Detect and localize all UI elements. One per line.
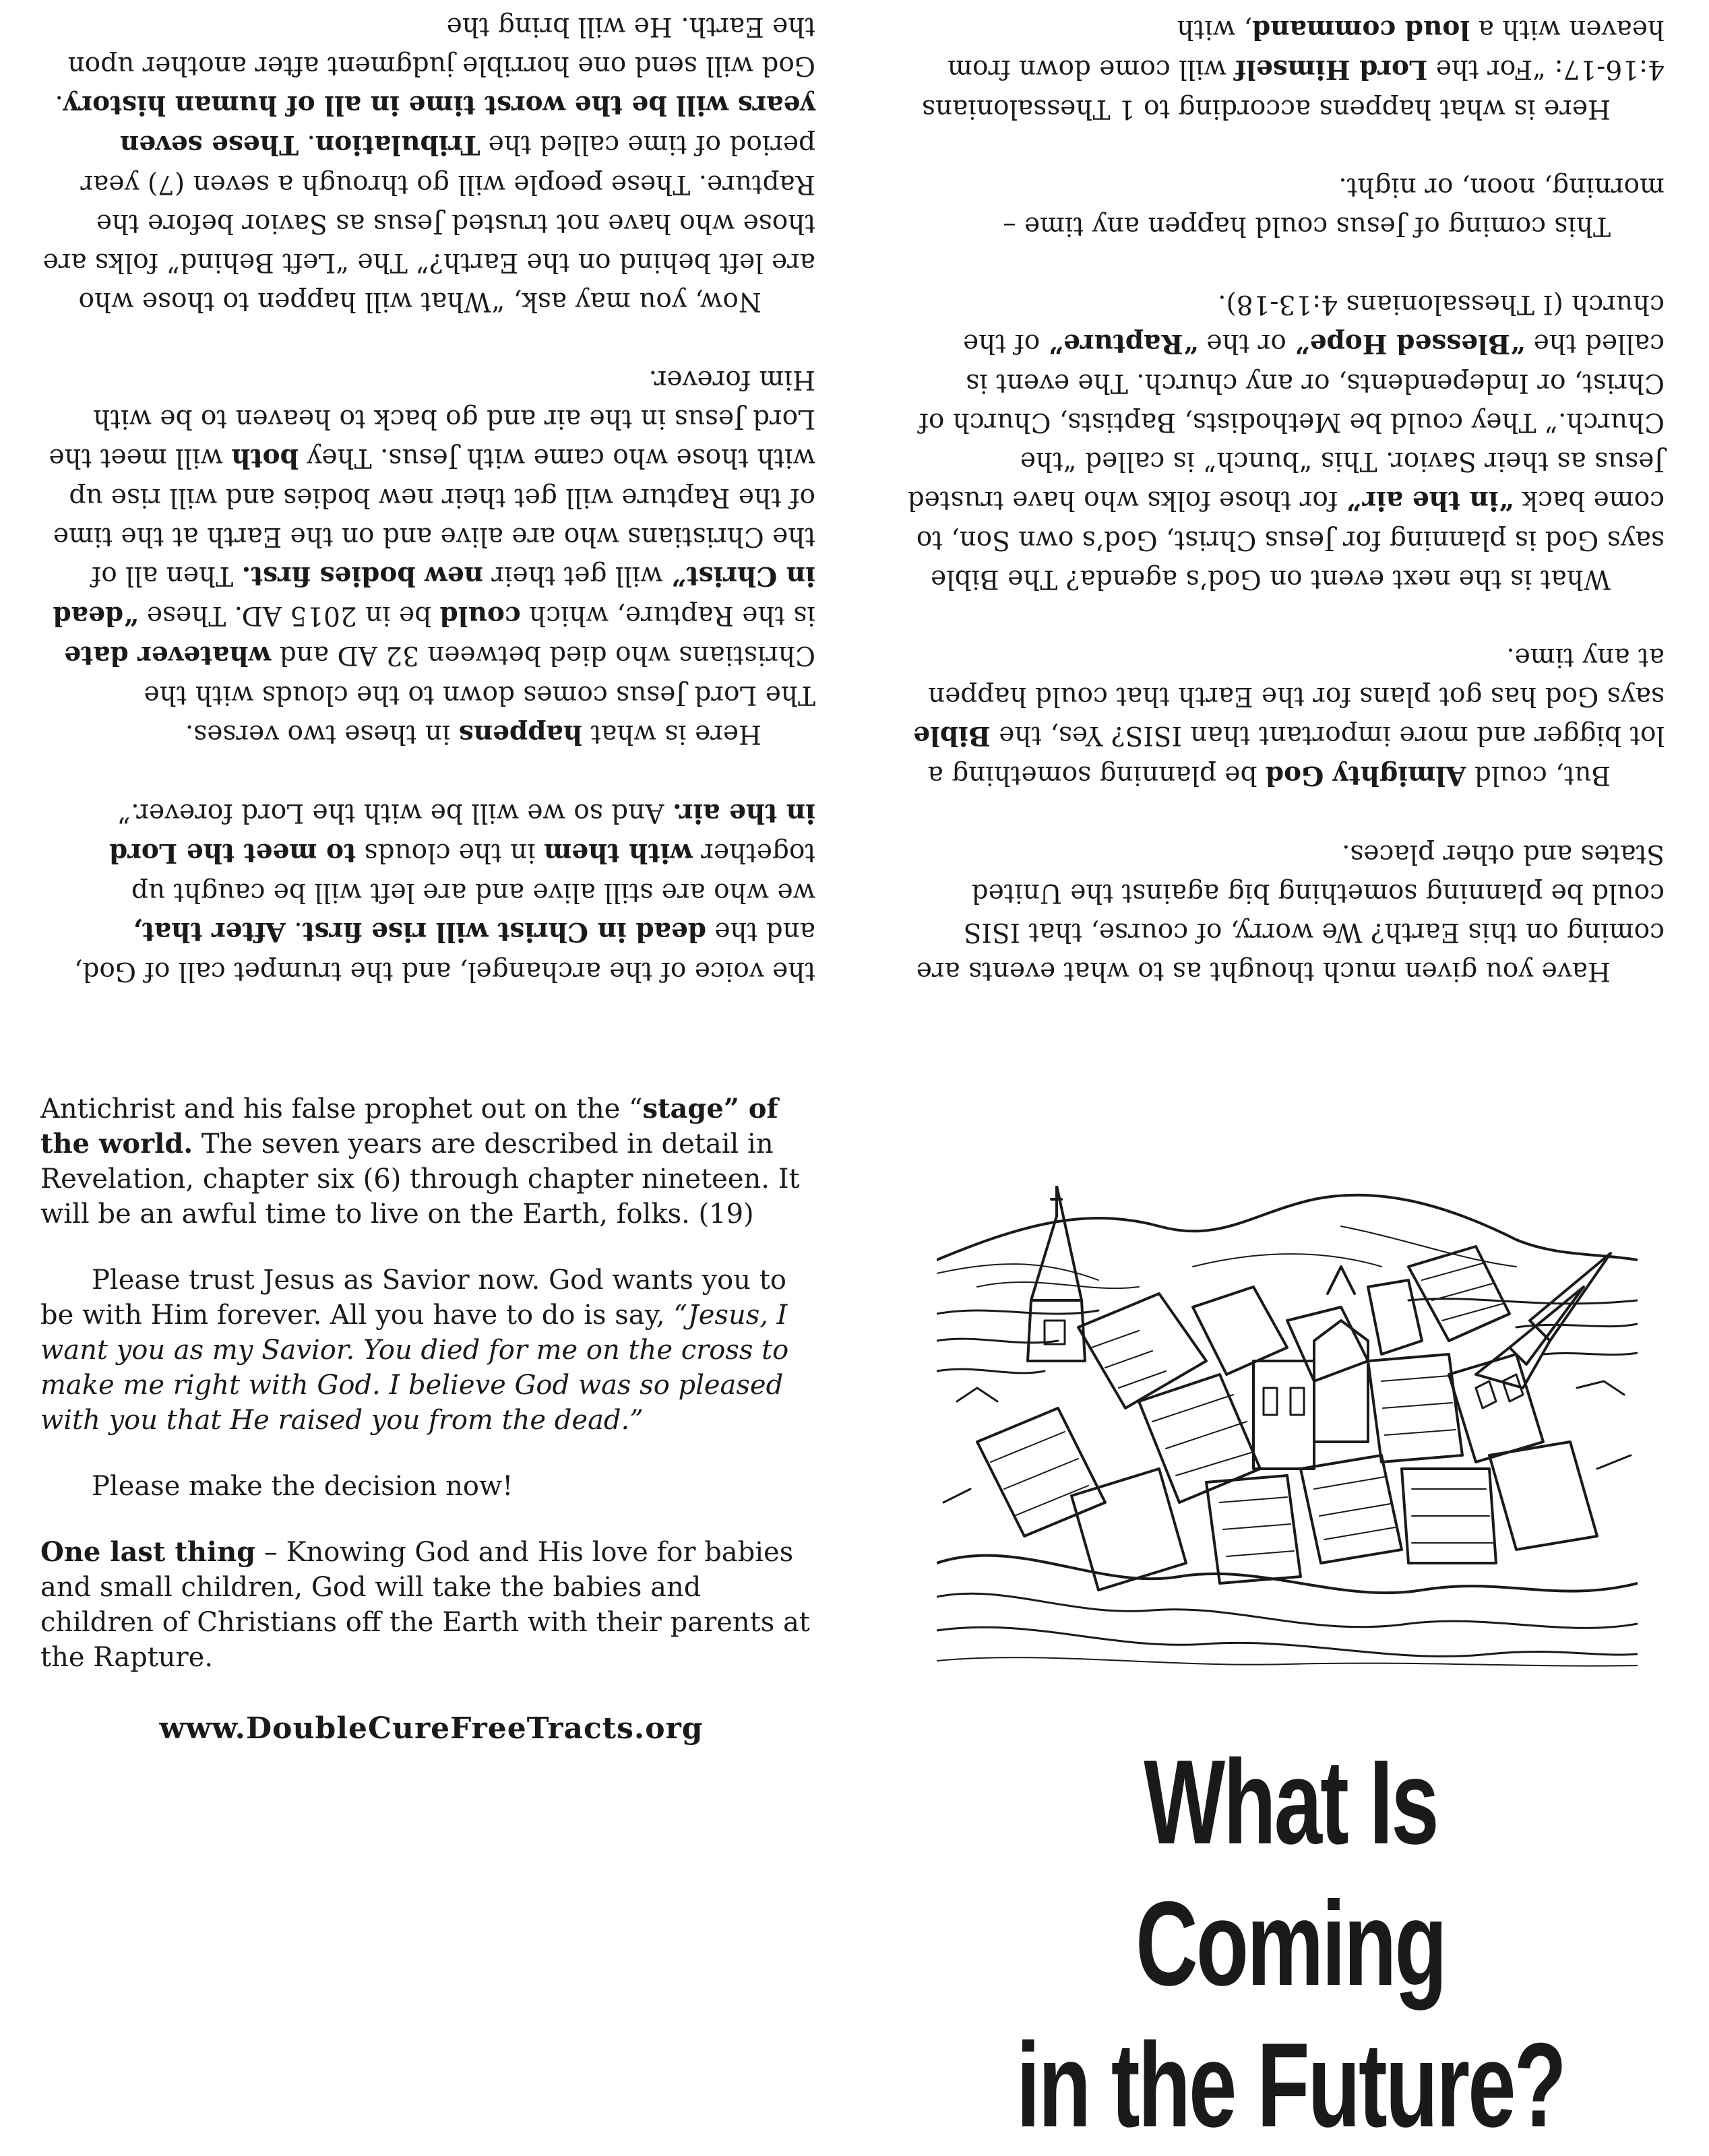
ul-verse-line-4: together with them in the clouds to meet the Lord: [109, 837, 815, 868]
ll-paragraph-3: Please make the decision now!: [92, 1471, 514, 1502]
ur-paragraph-2: But, could Almighty God be planning something a lot bigger and more important than ISIS? Yes, the Bible says God has got plans for the Earth that could happen at any time.: [913, 642, 1665, 791]
website-url[interactable]: www.DoubleCureFreeTracts.org: [159, 1711, 704, 1746]
collapsing-town-illustration: [937, 1186, 1638, 1671]
ll-paragraph-2: Please trust Jesus as Savior now. God wants you to be with Him forever. All you have to do is say, “Jesus, I want you as my Savior. You died for me on the cross to make me right with God. I believe God was so pleased with you that He raised you from the dead.”: [40, 1265, 789, 1436]
ul-verse-line-1: the voice of the archangel, and the trumpet call of God,: [74, 956, 815, 986]
upper-left-panel: [40, 11, 815, 990]
ur-paragraph-1: Have you given much thought as to what events are coming on this Earth? We worry, of course, that ISIS could be planning something big against the United States and other places.: [916, 839, 1665, 986]
upper-right-panel: [903, 14, 1665, 990]
lower-left-panel: [40, 1091, 822, 1765]
ul-paragraph-3: The Lord Jesus comes down to the clouds with the Christians who died between 32 AD and whatever date is the Rapture, which could be in 2015 AD. These “dead in Christ” will get their new bodies first. Then all of the Christians who are alive and on the Earth at the time of the Rapture will get their new bodies and will rise up with those who came with Jesus. They both will meet the Lord Jesus in the air and go back to heaven to be with Him forever.: [49, 364, 815, 710]
ul-paragraph-2: Here is what happens in these two verses.: [185, 719, 762, 750]
title-line-2: in the Future?: [1016, 2018, 1565, 2152]
ll-paragraph-4: One last thing – Knowing God and His love for babies and small children, God will take the babies and children of Christians off the Earth with their parents at the Rapture.: [40, 1536, 810, 1673]
ul-verse-line-5: in the air. And so we will be with the Lord forever.”: [117, 798, 815, 829]
ul-paragraph-4: Now, you may ask, “What will happen to those who are left behind on the Earth?” The “Left Behind” folks are those who have not trusted Jesus as Savior before the Rapture. These people will go through a seven (7) year period of time called the Tribulation. These seven years will be the worst time in all of human history. God will send one horrible judgment after another upon the Earth. He will bring the: [42, 11, 815, 317]
cover-title: [1007, 1732, 1574, 2156]
ur-paragraph-3: What is the next event on God’s agenda? The Bible says God is planning for Jesus Christ, God’s own Son, to come back “in the air” for those folks who have trusted Jesus as their Savior. This “bunch” is called “the Church.” They could be Methodists, Baptists, Church of Christ, or Independents, or any church. The event is called the “Blessed Hope” or the “Rapture” of the church (I Thessalonians 4:13-18).: [907, 289, 1665, 594]
title-line-1: What Is Coming: [1136, 1735, 1446, 2010]
ul-verse-line-2: and the dead in Christ will rise first. After that,: [133, 916, 815, 947]
ur-paragraph-5: Here is what happens according to 1 Thessalonians 4:16-17: “For the Lord Himself will come down from heaven with a loud command, with: [922, 14, 1665, 124]
ur-paragraph-4: This coming of Jesus could happen any time – morning, noon, or night.: [1003, 172, 1665, 241]
ul-verse-line-3: we who are still alive and are left will be caught up: [131, 877, 815, 908]
ll-paragraph-1: Antichrist and his false prophet out on the “stage” of the world. The seven years are described in detail in Revelation, chapter six (6) through chapter nineteen. It will be an awful time to live on the Earth, folks. (19): [40, 1093, 800, 1230]
